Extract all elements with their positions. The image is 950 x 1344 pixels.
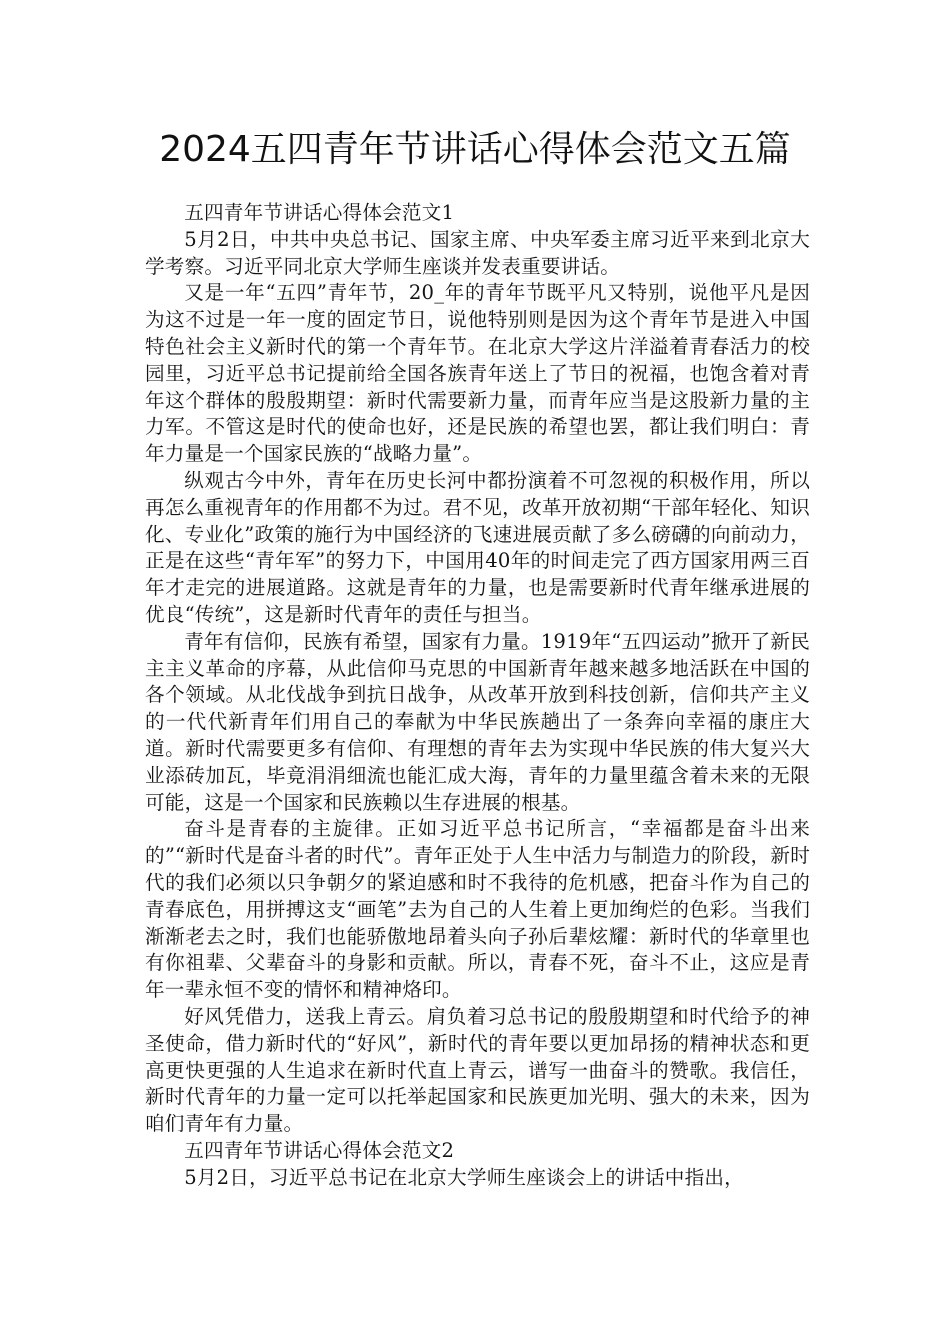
paragraph: 青年有信仰，民族有希望，国家有力量。1919年“五四运动”掀开了新民主主义革命的序幕，从此信仰马克思的中国新青年越来越多地活跃在中国的各个领域。从北伐战争到抗日战争，从改革开放到科技创新，信仰共产主义的一代代新青年们用自己的奉献为中华民族趟出了一条奔向幸福的康庄大道。新时代需要更多有信仰、有理想的青年去为实现中华民族的伟大复兴大业添砖加瓦，毕竟涓涓细流也能汇成大海，青年的力量里蕴含着未来的无限可能，这是一个国家和民族赖以生存进展的根基。 [145, 629, 810, 814]
document-body [145, 200, 810, 1191]
paragraph: 5月2日，中共中央总书记、国家主席、中央军委主席习近平来到北京大学考察。习近平同北京大学师生座谈并发表重要讲话。 [145, 227, 810, 278]
document-title: 2024五四青年节讲话心得体会范文五篇 [159, 129, 791, 170]
paragraph: 奋斗是青春的主旋律。正如习近平总书记所言，“幸福都是奋斗出来的”“新时代是奋斗者的时代”。青年正处于人生中活力与制造力的阶段，新时代的我们必须以只争朝夕的紧迫感和时不我待的危机感，把奋斗作为自己的青春底色，用拼搏这支“画笔”去为自己的人生着上更加绚烂的色彩。当我们渐渐老去之时，我们也能骄傲地昂着头向子孙后辈炫耀：新时代的华章里也有你祖辈、父辈奋斗的身影和贡献。所以，青春不死，奋斗不止，这应是青年一辈永恒不变的情怀和精神烙印。 [145, 817, 810, 1002]
section-heading-1: 五四青年节讲话心得体会范文1 [184, 201, 455, 224]
section-heading-2: 五四青年节讲话心得体会范文2 [184, 1138, 455, 1162]
paragraph: 又是一年“五四”青年节，20_年的青年节既平凡又特别，说他平凡是因为这不过是一年一度的固定节日，说他特别则是因为这个青年节是进入中国特色社会主义新时代的第一个青年节。在北京大学这片洋溢着青春活力的校园里，习近平总书记提前给全国各族青年送上了节日的祝福，也饱含着对青年这个群体的殷殷期望：新时代需要新力量，而青年应当是这股新力量的主力军。不管这是时代的使命也好，还是民族的希望也罢，都让我们明白：青年力量是一个国家民族的“战略力量”。 [145, 281, 810, 466]
paragraph: 好风凭借力，送我上青云。肩负着习总书记的殷殷期望和时代给予的神圣使命，借力新时代的“好风”，新时代的青年要以更加昂扬的精神状态和更高更快更强的人生追求在新时代直上青云，谱写一曲奋斗的赞歌。我信任，新时代青年的力量一定可以托举起国家和民族更加光明、强大的未来，因为咱们青年有力量。 [145, 1004, 810, 1136]
paragraph: 纵观古今中外，青年在历史长河中都扮演着不可忽视的积极作用，所以再怎么重视青年的作用都不为过。君不见，改革开放初期“干部年轻化、知识化、专业化”政策的施行为中国经济的飞速进展贡献了多么磅礴的向前动力，正是在这些“青年军”的努力下，中国用40年的时间走完了西方国家用两三百年才走完的进展道路。这就是青年的力量，也是需要新时代青年继承进展的优良“传统”，这是新时代青年的责任与担当。 [145, 468, 810, 626]
paragraph: 5月2日，习近平总书记在北京大学师生座谈会上的讲话中指出， [184, 1165, 744, 1189]
